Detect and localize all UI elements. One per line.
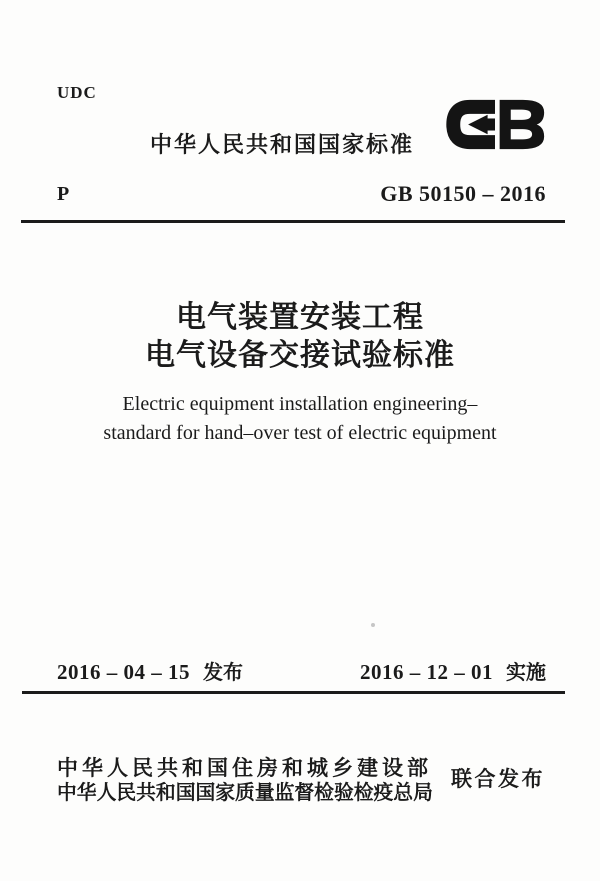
issue-label: 发布	[203, 662, 243, 684]
title-cn-line1: 电气装置安装工程	[176, 301, 424, 334]
udc-label: UDC	[57, 83, 97, 102]
implement-label: 实施	[506, 662, 546, 684]
standard-title-cn	[0, 299, 600, 375]
joint-publish-label: 联合发布	[451, 768, 545, 791]
title-cn-line2: 电气设备交接试验标准	[145, 339, 455, 372]
standard-number: GB 50150 – 2016	[380, 181, 546, 206]
publisher-line1: 中华人民共和国住房和城乡建设部	[57, 757, 432, 780]
issue-date: 2016 – 04 – 15	[57, 660, 190, 684]
title-en-line1: Electric equipment installation engineering–	[122, 393, 478, 415]
bottom-rule-divider	[22, 691, 565, 694]
implement-date: 2016 – 12 – 01	[360, 660, 493, 684]
issue-date-group	[57, 656, 243, 685]
scan-artifact-dot	[371, 623, 375, 627]
title-en-line2: standard for hand–over test of electric equipment	[103, 422, 497, 444]
top-rule-divider	[21, 220, 565, 223]
standard-title-en	[0, 390, 600, 448]
gb-logo-icon	[444, 98, 546, 151]
doc-class-code: P	[57, 183, 70, 205]
implement-date-group	[360, 656, 546, 685]
publisher-line2: 中华人民共和国国家质量监督检验检疫总局	[57, 782, 433, 804]
national-standard-header: 中华人民共和国国家标准	[150, 132, 415, 157]
